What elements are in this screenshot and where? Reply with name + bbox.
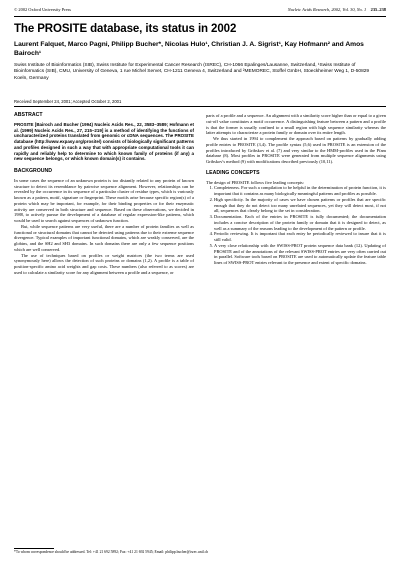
background-paragraph: The use of techniques based on profiles or weight matrices (the two terms are used synonymously here) allows the detection of such proteins or domains (1,2). A profile is a table of position-specific amino acid weights and gap costs. These numbers (also referred to as scores) are used to calculate a similarity score for any alignment between a profile and a sequence, or — [14, 252, 194, 275]
journal-name: Nucleic Acids Research, 2002, Vol. 30, No. 1 — [287, 7, 367, 12]
footnote-rule — [14, 548, 54, 549]
received-dates: Received September 24, 2001; Accepted October 2, 2001 — [14, 99, 122, 104]
background-paragraph: In some cases the sequence of an unknown protein is too distantly related to any protein of known structure to detect its resemblance by pairwise sequence alignment. However, relationships can be revealed by the occurrence in its sequence of a particular cluster of residue types, which is variously known as a pattern, motif, signature or fingerprint. These motifs arise because specific region(s) of a protein which may be important, for example, for their binding properties or for their enzymatic activity are conserved in both structure and sequence. Based on these observations, we decided in 1988, to actively pursue the development of a database of regular expression-like patterns, which would be used to search against sequences of unknown function. — [14, 177, 194, 223]
abstract-heading: ABSTRACT — [14, 112, 43, 118]
author-list: Laurent Falquet, Marco Pagni, Philipp Bucher*, Nicolas Hulo¹, Christian J. A. Sigrist¹, Kay Hofmann² and Amos Bairoch¹ — [14, 41, 364, 57]
page-range: 235–238 — [370, 7, 386, 12]
leading-concepts-heading: LEADING CONCEPTS — [206, 169, 260, 176]
body-paragraph: We thus started in 1994 to complement the approach based on patterns by gradually adding profile entries to PROSITE (3,4). The profile syntax (5,6) used in PROSITE is an extension of the profiles introduced by Gribskov et al. (7) and very similar to the HMM-profiles used in the Pfam database (8). Most profiles in PROSITE were generated from multiple sequence alignments using Gribskov's method (9) with modifications described previously (10,11). — [206, 136, 386, 164]
title-block-rule — [14, 106, 386, 107]
concept-item: 1. Completeness. For such a compilation to be helpful in the determination of protein function, it is important that it contains as many biologically meaningful patterns and profiles as possible. — [214, 185, 386, 197]
concept-item: 5. A very close relationship with the SWISS-PROT protein sequence data bank (12). Updating of PROSITE and of the annotations of the relevant SWISS-PROT entries are very often carried out in parallel. Software tools based on PROSITE are used to automatically update the feature table lines of SWISS-PROT entries relevant to the presence and extent of specific domains. — [214, 243, 386, 266]
right-column — [206, 113, 386, 266]
concept-item: 3. Documentation. Each of the entries in PROSITE is fully documented; the documentation includes a concise description of the protein family or domain that it is designed to detect, as well as a summary of the reasons leading to the development of the pattern or profile. — [214, 214, 386, 231]
background-paragraph: But, while sequence patterns are very useful, there are a number of protein families as well as functional or structural domains that cannot be detected using patterns due to their extreme sequence divergence. Typical examples of important functional domains, which are weakly conserved, are the globins, and the SH2 and SH3 domains. In such domains there are only a few sequence positions which are well conserved. — [14, 223, 194, 252]
concept-list — [206, 185, 386, 266]
journal-citation — [288, 7, 386, 12]
leading-concepts-intro: The design of PROSITE follows five leading concepts: — [206, 179, 304, 185]
concept-item: 2. High specificity. In the majority of cases we have chosen patterns or profiles that are specific enough that they do not detect too many unrelated sequences, yet they will detect most, if not all, sequences that clearly belong to the set in consideration. — [214, 197, 386, 214]
correspondence-footnote: *To whom correspondence should be addressed. Tel: +41 21 692 5892; Fax: +41 21 692 5945; Email: philipp.bucher@isrec.unil.ch — [14, 550, 209, 554]
affiliations: Swiss Institute of Bioinformatics (SIB), Swiss Institute for Experimental Cancer Research (ISREC), CH-1066 Epalinges/Lausanne, Switzerland, ¹Swiss Institute of Bioinformatics (SIB), CMU, University of Geneva, 1 rue Michel Servet, CH-1211 Geneva 4, Switzerland and ²MEMOREC, Stoffel GmbH, Stoeckheimer Weg 1, D-50829 Koeln, Germany — [14, 63, 370, 81]
body-paragraph: parts of a profile and a sequence. An alignment with a similarity score higher than or equal to a given cut-off value constitutes a motif occurrence. A distinguishing feature between a pattern and a profile is that the former is usually confined to a small region with high sequence similarity whereas the latter attempts to characterize a protein family or domain over its entire length. — [206, 113, 386, 136]
concept-item: 4. Periodic reviewing. It is important that each entry be periodically reviewed to insure that it is still valid. — [214, 231, 386, 243]
background-heading: BACKGROUND — [14, 168, 53, 174]
header-rule — [14, 16, 386, 17]
left-column — [14, 113, 194, 276]
abstract-text: PROSITE [Bairoch and Bucher (1994) Nucleic Acids Res., 22, 3583–3589; Hofmann et al. (1999) Nucleic Acids Res., 27, 215–219] is a method of identifying the functions of uncharacterized proteins translated from genomic or cDNA sequences. The PROSITE database (http://www.expasy.org/prosite/) consists of biologically significant patterns and profiles designed in such a way that with appropriate computational tools it can rapidly and reliably help to determine to which known family of proteins (if any) a new sequence belongs, or which known domain(s) it contains. — [14, 121, 194, 162]
paper-title: The PROSITE database, its status in 2002 — [14, 23, 237, 35]
copyright-notice: © 2002 Oxford University Press — [14, 7, 71, 12]
